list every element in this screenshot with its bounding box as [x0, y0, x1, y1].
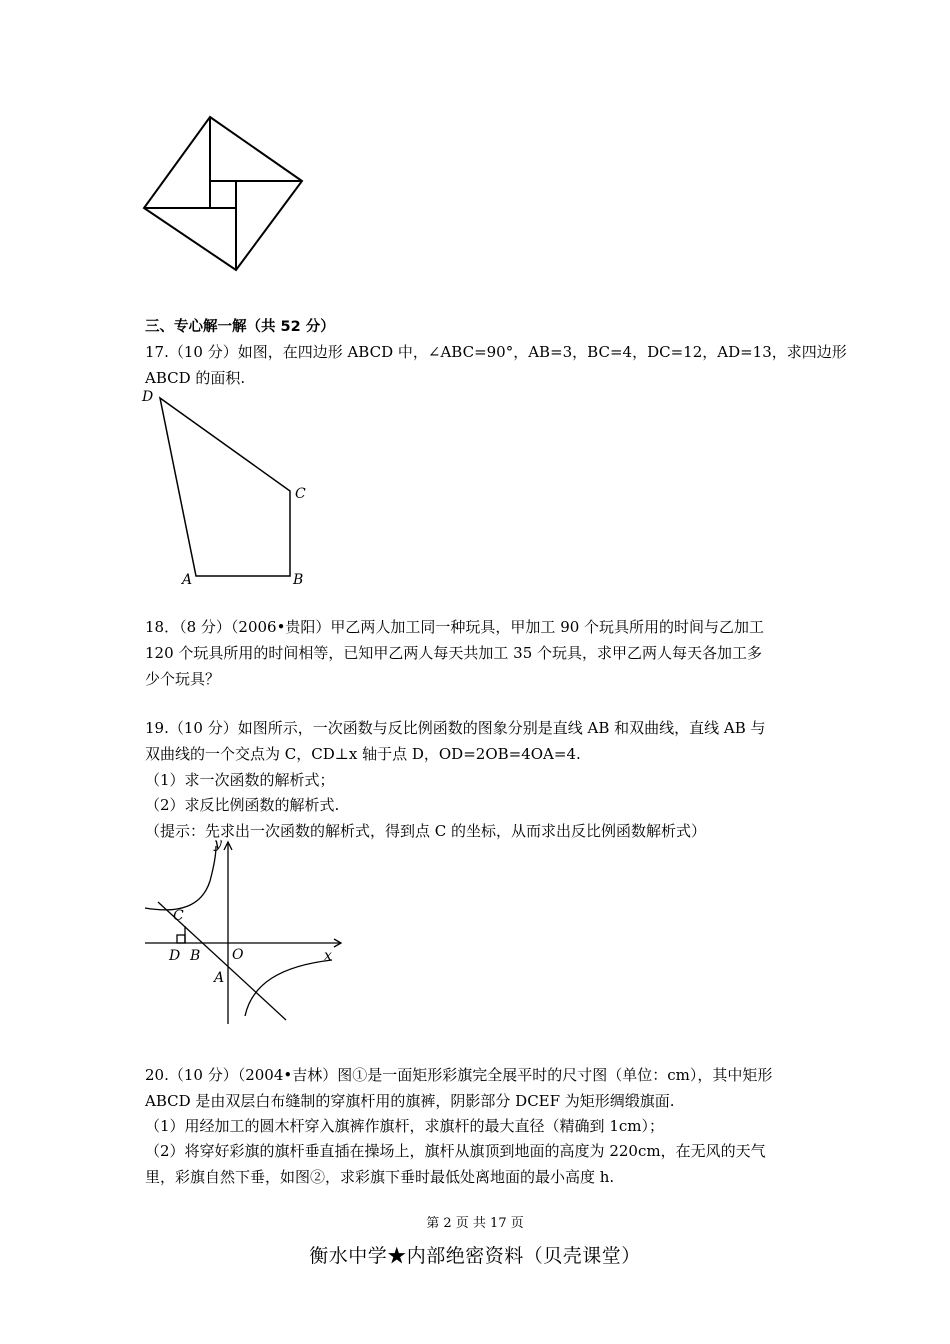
q20-sub-2: （2）将穿好彩旗的旗杆垂直插在操场上，旗杆从旗顶到地面的高度为 220cm，在无风的天气	[145, 1142, 766, 1160]
label-b: B	[190, 948, 201, 964]
q19-sub-2: （2）求反比例函数的解析式.	[145, 796, 340, 814]
label-c: C	[173, 908, 184, 924]
function-graph-figure	[140, 836, 350, 1028]
label-y: y	[214, 836, 222, 852]
q20-sub-3: 里，彩旗自然下垂，如图②，求彩旗下垂时最低处离地面的最小高度 h.	[145, 1168, 615, 1186]
hyperbola-branch-right	[245, 960, 332, 1016]
q19-line-1: 19.（10 分）如图所示，一次函数与反比例函数的图象分别是直线 AB 和双曲线，直线 AB 与	[145, 719, 766, 737]
pinwheel-square-figure	[140, 112, 308, 276]
q18-line-3: 少个玩具？	[145, 670, 221, 688]
label-b: B	[293, 572, 304, 588]
q17-line-2: ABCD 的面积.	[145, 369, 246, 387]
outer-square	[144, 117, 302, 270]
label-a: A	[214, 970, 225, 986]
label-d: D	[169, 948, 181, 964]
label-o: O	[232, 947, 244, 963]
hyperbola-branch-left	[145, 846, 216, 910]
q17-line-1: 17.（10 分）如图，在四边形 ABCD 中，∠ABC=90°，AB=3，BC=4，DC=12，AD=13，求四边形	[145, 343, 847, 361]
quadrilateral-figure	[138, 386, 318, 592]
label-c: C	[295, 486, 306, 502]
quadrilateral-abcd	[160, 398, 290, 576]
inner-square	[210, 181, 236, 208]
q20-sub-1: （1）用经加工的圆木杆穿入旗裤作旗杆，求旗杆的最大直径（精确到 1cm）；	[145, 1117, 664, 1135]
q18-line-2: 120 个玩具所用的时间相等，已知甲乙两人每天共加工 35 个玩具，求甲乙两人每天各加工多	[145, 644, 763, 662]
label-d: D	[142, 389, 154, 405]
footer-brand: 衡水中学★内部绝密资料（贝壳课堂）	[309, 1245, 641, 1267]
q20-line-2: ABCD 是由双层白布缝制的穿旗杆用的旗裤，阴影部分 DCEF 为矩形绸缎旗面.	[145, 1092, 675, 1110]
label-a: A	[182, 572, 193, 588]
page-number: 第 2 页 共 17 页	[426, 1216, 524, 1231]
section-heading: 三、专心解一解（共 52 分）	[145, 319, 335, 335]
q19-sub-1: （1）求一次函数的解析式；	[145, 771, 335, 789]
right-angle-mark	[177, 935, 185, 943]
q19-hint: （提示：先求出一次函数的解析式，得到点 C 的坐标，从而求出反比例函数解析式）	[145, 822, 707, 840]
q19-line-2: 双曲线的一个交点为 C，CD⊥x 轴于点 D，OD=2OB=4OA=4.	[145, 745, 581, 763]
q18-line-1: 18．（8 分）（2006•贵阳）甲乙两人加工同一种玩具，甲加工 90 个玩具所用的时间与乙加工	[145, 618, 765, 636]
label-x: x	[324, 948, 332, 964]
q20-line-1: 20.（10 分）（2004•吉林）图①是一面矩形彩旗完全展平时的尺寸图（单位：cm），其中矩形	[145, 1066, 773, 1084]
